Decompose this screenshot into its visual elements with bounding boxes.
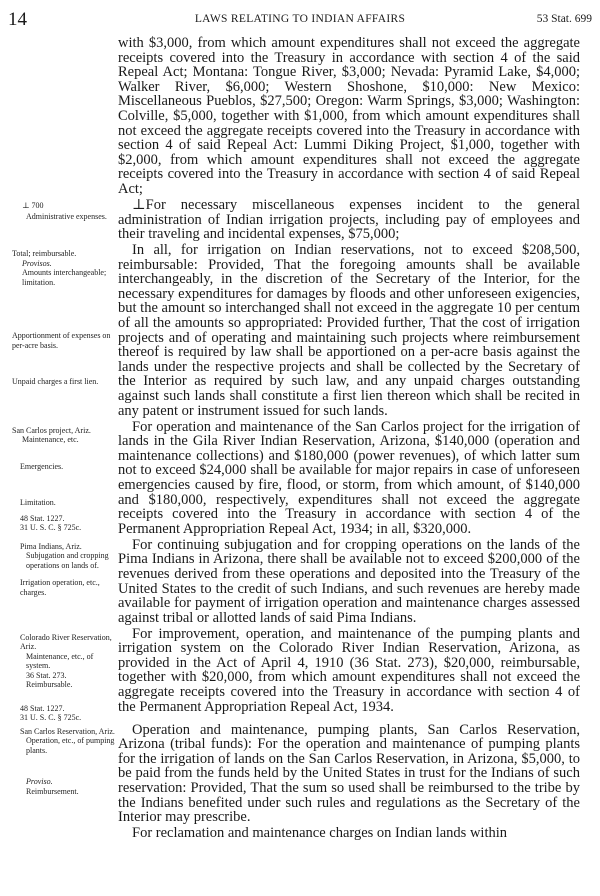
paragraph-text: For improvement, operation, and maintenance of the pumping plants and irrigation system on the Colorado River Indian Reservation, Arizona, as provided in the Act of April 4, 1910 (36 Stat. 273), $20,000, reimbursable, together with $20,000, from which amount expenditures shall not exceed the aggregate receipts covered into the Treasury in accordance with section 4 of the Permanent Appropriation Repeal Act, 1934. (118, 625, 580, 715)
paragraph-text: Operation and maintenance, pumping plants, San Carlos Reservation, Arizona (tribal funds): For the operation and maintenance of pumping plants for the irrigation of lands on the San Carlos Reservation, in Arizona, $5,000, to be paid from the funds held by the United States in trust for the Indians of such reservation: Provided, That the sum so used shall be reimbursed to the tribe by the Indians benefited under such rules and regulations as the Secretary of the Interior may prescribe. (118, 721, 580, 826)
margin-note: 31 U. S. C. § 725c. (20, 523, 82, 533)
page-body (0, 36, 600, 842)
paragraph-row (0, 723, 600, 827)
paragraph (118, 243, 580, 420)
paragraph (118, 198, 580, 243)
margin-note: Maintenance, etc., of system. (26, 651, 94, 671)
paragraph-text: ⊥For necessary miscellaneous expenses incident to the general administration of Indian irrigation projects, including pay of employees and their traveling and incidental expenses, $75,000; (118, 196, 580, 243)
paragraph-row (0, 420, 600, 538)
page-header (8, 9, 592, 29)
paragraph-text: For operation and maintenance of the San Carlos project for the irrigation of lands in the Gila River Indian Reservation, Arizona, $140,000 (operation and maintenance collections) and $180,000 (power revenues), of which latter sum not to exceed $24,000 shall be available for major repairs in case of unforeseen emergencies caused by fire, flood, or storm, from which amount, of $140,000 and $180,000, respectively, expenditures shall not exceed the aggregate receipts covered into the Treasury in accordance with section 4 of the Permanent Appropriation Repeal Act, 1934; in all, $320,000. (118, 418, 580, 537)
statute-reference: 53 Stat. 699 (536, 13, 592, 25)
margin-note: Reimbursable. (26, 680, 73, 690)
margin-note: 36 Stat. 273. (26, 670, 67, 680)
paragraph-row (0, 243, 600, 420)
margin-note: Limitation. (20, 498, 56, 508)
margin-note: Provisos. (22, 258, 52, 268)
paragraph (118, 826, 580, 842)
margin-notes (0, 243, 118, 387)
margin-notes (0, 723, 118, 797)
paragraph-row (0, 826, 600, 842)
margin-note: 48 Stat. 1227. (20, 513, 65, 523)
page-number: 14 (8, 9, 27, 30)
margin-note: Maintenance, etc. (22, 435, 79, 445)
paragraph-row (0, 627, 600, 723)
margin-note: Irrigation operation, etc., charges. (20, 578, 100, 597)
margin-note: 31 U. S. C. § 725c. (20, 713, 82, 723)
margin-note: Reimbursement. (26, 786, 79, 796)
margin-note: Operation, etc., of pumping plants. (26, 736, 115, 755)
paragraph-row (0, 36, 600, 198)
paragraph-text: In all, for irrigation on Indian reservations, not to exceed $208,500, reimbursable: Provided, That the foregoing amounts shall be available interchangeably, in the discretion of the Secretary of the Interior, for the necessary expenditures for damages by floods and other unforeseen exigencies, but the amount so interchanged shall not exceed in the aggregate 10 per centum of all the amounts so appropriated: Provided further, That the cost of irrigation projects and of operating and maintaining such projects where reimbursement thereof is required by law shall be apportioned on a per-acre basis against the lands under the respective projects and shall be collected by the Secretary of the Interior as required by such law, and any unpaid charges outstanding against such lands shall constitute a first lien thereon which shall be recited in any patent or instrument issued for such lands. (118, 242, 580, 419)
margin-note: Emergencies. (20, 461, 64, 471)
margin-note: Administrative expenses. (26, 212, 107, 222)
margin-note: Colorado River Reservation, Ariz. (20, 632, 112, 652)
margin-note: Pima Indians, Ariz. (20, 541, 82, 551)
margin-note: Subjugation and cropping operations on lands of. (26, 551, 109, 570)
paragraph (118, 723, 580, 827)
margin-note: San Carlos Reservation, Ariz. (20, 726, 115, 736)
margin-note: Proviso. (26, 777, 53, 787)
paragraph (118, 627, 580, 716)
margin-note: Total; reimbursable. (12, 249, 77, 259)
paragraph (118, 36, 580, 198)
running-title: LAWS RELATING TO INDIAN AFFAIRS (194, 13, 406, 25)
paragraph-text: For continuing subjugation and for cropping operations on the lands of the Pima Indians in Arizona, there shall be available not to exceed $200,000 of the revenues derived from these operations and deposited into the Treasury of the United States to the credit of such Indians, and such revenues are hereby made available for payment of irrigation operation and maintenance charges assessed against tribal or allotted lands of said Pima Indians. (118, 536, 580, 626)
paragraph-row (0, 538, 600, 627)
margin-notes (0, 198, 118, 222)
margin-notes (0, 627, 118, 723)
margin-note: Unpaid charges a first lien. (12, 377, 99, 387)
paragraph (118, 420, 580, 538)
paragraph-text: with $3,000, from which amount expenditures shall not exceed the aggregate receipts covered into the Treasury in accordance with section 4 of the said Repeal Act; Montana: Tongue River, $3,000; Nevada: Pyramid Lake, $4,000; Walker River, $6,000; Western Shoshone, $10,000: New Mexico: Miscellaneous Pueblos, $27,500; Oregon: Warm Springs, $3,000; Washington: Colville, $5,000, together with $1,000, from which amount expenditures shall not exceed the aggregate receipts covered into the Treasury in accordance with section 4 of said Repeal Act: Lummi Diking Project, $1,000, together with $2,000, from which amount expenditures shall not exceed the aggregate receipts covered into the Treasury in accordance with section 4 of said Repeal Act; (118, 35, 580, 197)
margin-notes (0, 538, 118, 598)
margin-note: Apportionment of expenses on per-acre basis. (12, 331, 111, 350)
margin-notes (0, 420, 118, 533)
margin-note: Amounts interchangeable; limitation. (22, 268, 107, 287)
margin-note: 48 Stat. 1227. (20, 703, 65, 713)
margin-note: ⊥ 700 (22, 200, 44, 210)
margin-note: San Carlos project, Ariz. (12, 425, 91, 435)
paragraph (118, 538, 580, 627)
paragraph-row (0, 198, 600, 243)
paragraph-text: For reclamation and maintenance charges on Indian lands within (132, 825, 508, 842)
